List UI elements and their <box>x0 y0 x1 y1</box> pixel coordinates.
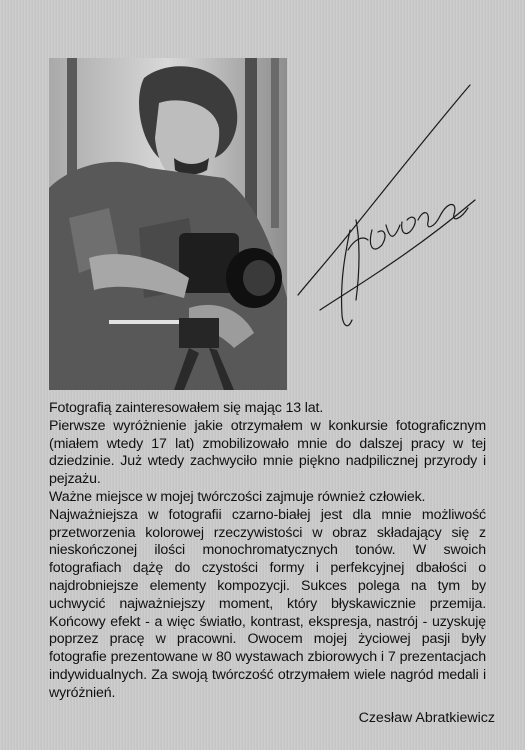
biography-text <box>49 400 486 703</box>
portrait-image <box>49 58 287 390</box>
biography-paragraph: Najważniejsza w fotografii czarno-białej jest dla mnie możliwość przetworzenia kolorowej rzeczywistości w obraz składający się z nieskończonej ilości monochromatycznych tonów. W swoich fotografiach dążę do czystości formy i perfekcyjnej dbałości o najdrobniejsze elementy kompozycji. Sukces polega na tym by uchwycić najważniejszy moment, który błyskawicznie przemija. Końcowy efekt - a więc światło, kontrast, ekspresja, nastrój - uzyskuję poprzez pracę w pracowni. Owocem mojej życiowej pasji były fotografie prezentowane w 80 wystawach zbiorowych i 7 prezentacjach indywidualnych. Za swoją twórczość otrzymałem wiele nagród medali i wyróżnień. <box>49 506 486 701</box>
photographer-portrait <box>49 58 287 390</box>
author-signature <box>290 80 480 340</box>
biography-paragraph: Pierwsze wyróżnienie jakie otrzymałem w konkursie fotograficznym (miałem wtedy 17 lat) zmobilizowało mnie do dalszej pracy w tej dziedzinie. Już wtedy zachwyciło mnie piękno nadpilicznej przyrody i pejzażu. <box>49 417 486 488</box>
biography-paragraph: Ważne miejsce w mojej twórczości zajmuje również człowiek. <box>49 488 426 505</box>
biography-paragraph: Fotografią zainteresowałem się mając 13 lat. <box>49 400 324 416</box>
author-name: Czesław Abratkiewicz <box>358 710 495 726</box>
